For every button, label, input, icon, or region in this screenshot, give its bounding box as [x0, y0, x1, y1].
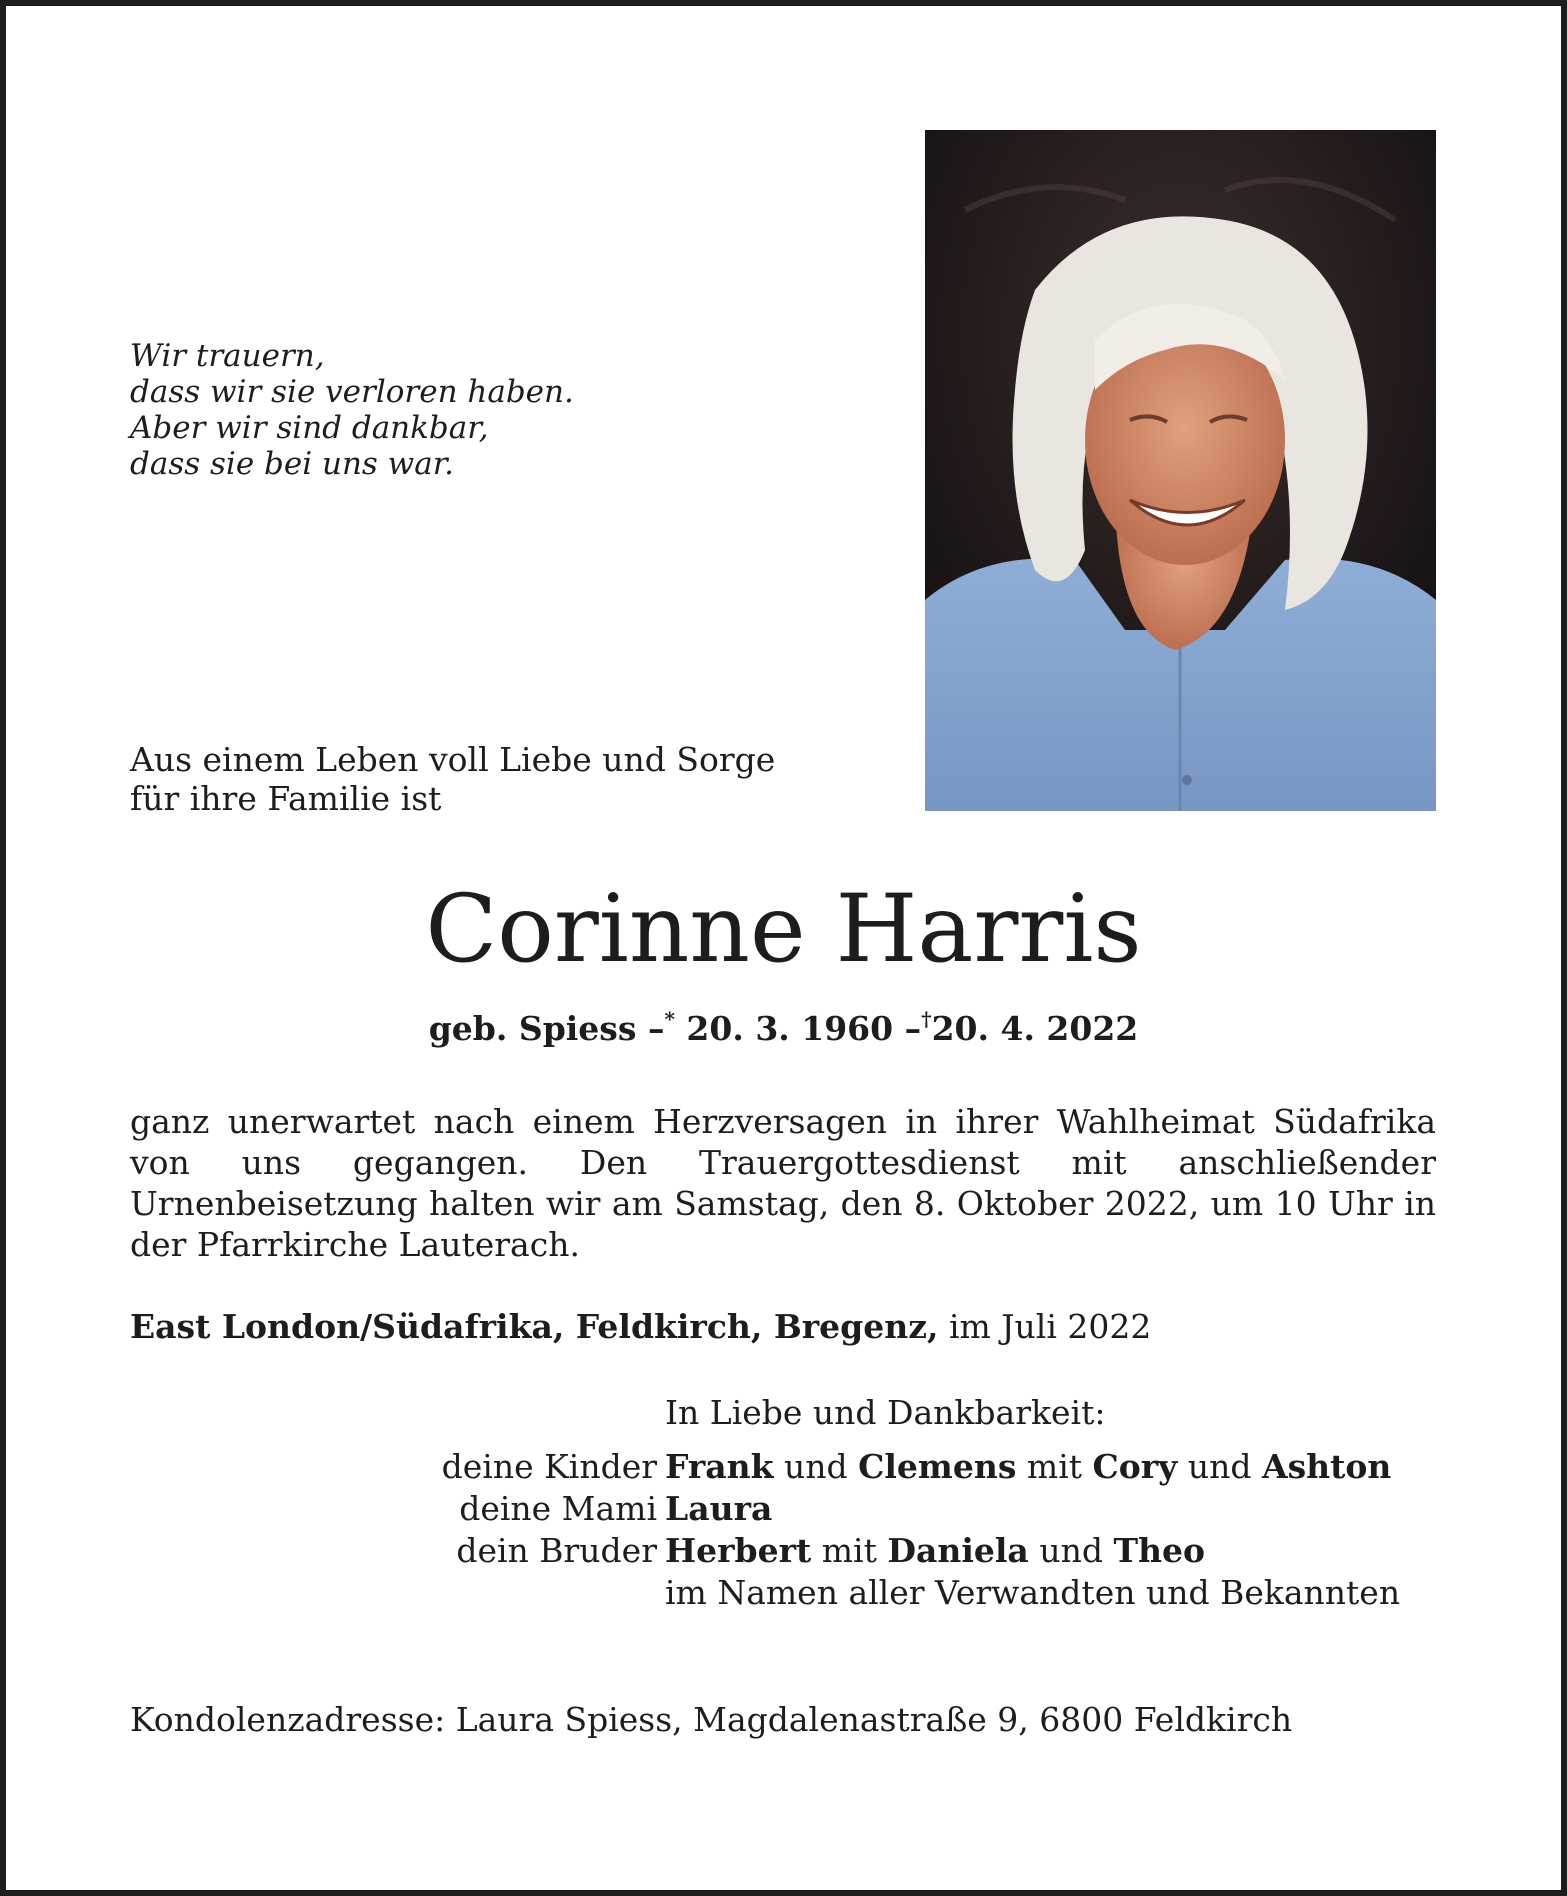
relation-label: deine Mami [459, 1489, 657, 1528]
locations: East London/Südafrika, Feldkirch, Bregenz, [130, 1307, 939, 1346]
connector-word: und [1187, 1447, 1252, 1486]
death-date: 20. 4. 2022 [931, 1009, 1139, 1048]
poem-line: Aber wir sind dankbar, [130, 410, 489, 446]
signature-names [665, 1447, 1391, 1487]
connector-word: und [783, 1447, 848, 1486]
person-name: Theo [1113, 1531, 1206, 1570]
intro-text [130, 740, 775, 818]
condolence-address: Kondolenzadresse: Laura Spiess, Magdalenastraße 9, 6800 Feldkirch [130, 1700, 1293, 1739]
dash: – [647, 1009, 665, 1048]
portrait-photo [925, 130, 1436, 811]
relation-label: deine Kinder [441, 1447, 657, 1486]
place-date-line [130, 1307, 1151, 1347]
signature-names [665, 1531, 1205, 1571]
intro-line: Aus einem Leben voll Liebe und Sorge [130, 740, 776, 779]
birth-date: 20. 3. 1960 [686, 1009, 894, 1048]
signature-names [665, 1489, 772, 1529]
person-name: Frank [665, 1447, 774, 1486]
relation-label: dein Bruder [456, 1531, 657, 1570]
person-name: Ashton [1262, 1447, 1392, 1486]
maiden-name: geb. Spiess [428, 1009, 637, 1048]
poem [130, 338, 574, 482]
signature-closing: im Namen aller Verwandten und Bekannten [665, 1573, 1401, 1612]
person-name: Laura [665, 1489, 773, 1528]
poem-line: dass sie bei uns war. [130, 446, 454, 482]
person-name: Herbert [665, 1531, 812, 1570]
person-name: Clemens [858, 1447, 1017, 1486]
intro-line: für ihre Familie ist [130, 779, 442, 818]
poem-line: Wir trauern, [130, 338, 325, 374]
life-dates [0, 998, 1567, 1050]
signature-heading: In Liebe und Dankbarkeit: [665, 1393, 1106, 1432]
connector-word: und [1039, 1531, 1103, 1570]
date-text: im Juli 2022 [948, 1307, 1152, 1346]
announcement-body: ganz unerwartet nach einem Herzversagen in ihrer Wahlheimat Südafrika von uns gegangen. Den Trauergottesdienst mit anschließender Urnenbeisetzung halten wir am Samstag, den 8. Oktober 2022, um 10 Uhr in der Pfarrkirche Lauterach. [130, 1102, 1436, 1264]
person-name: Daniela [887, 1531, 1029, 1570]
person-name: Cory [1092, 1447, 1178, 1486]
connector-word: mit [821, 1531, 877, 1570]
death-mark: † [921, 1007, 932, 1031]
poem-line: dass wir sie verloren haben. [130, 374, 574, 410]
deceased-name: Corinne Harris [425, 875, 1142, 984]
birth-mark: * [664, 1007, 675, 1031]
dash: – [904, 1009, 922, 1048]
connector-word: mit [1026, 1447, 1083, 1486]
